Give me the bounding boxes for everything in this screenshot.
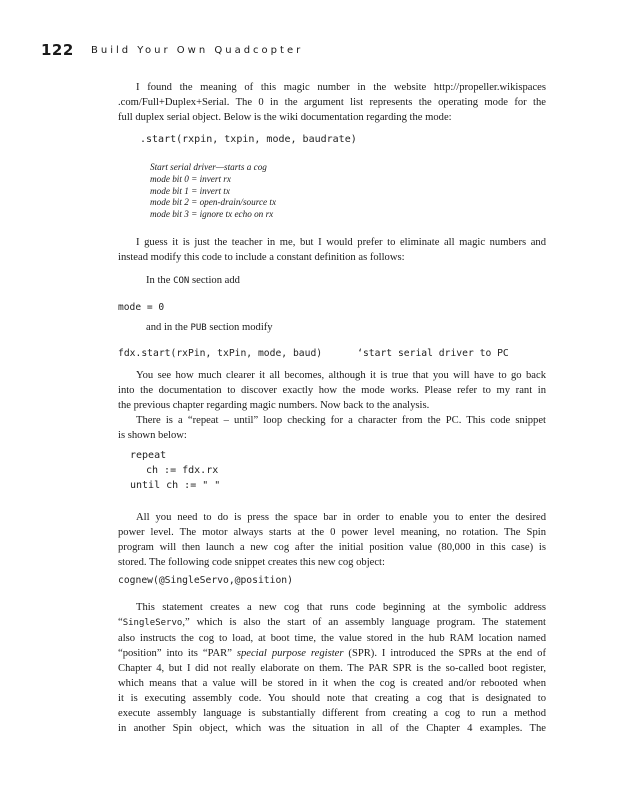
- text-line: This statement creates a new cog that runs code beginning at the symbolic address: [136, 602, 546, 613]
- text-line: .com/Full+Duplex+Serial. The 0 in the argument list represents the operating mode for the: [118, 97, 546, 108]
- text-line: You see how much clearer it all becomes, although it is true that you will have to go back: [136, 370, 546, 381]
- code-start-signature: .start(rxpin, txpin, mode, baudrate): [140, 134, 357, 145]
- code-cognew: cognew(@SingleServo,@position): [118, 575, 293, 586]
- instruction-con-section: [146, 275, 240, 286]
- code-mode-constant: mode = 0: [118, 302, 165, 313]
- code-until: until ch := " ": [130, 480, 221, 491]
- paragraph-teacher: [118, 235, 546, 265]
- text-line: instead modify this code to include a constant definition as follows:: [118, 252, 405, 263]
- text-line: which means that a value will be stored in it when the cog is created and/or rebooted when: [118, 678, 546, 689]
- text-line: [118, 646, 546, 661]
- text-line: [118, 615, 546, 631]
- doc-note-line: mode bit 0 = invert rx: [150, 173, 231, 184]
- instruction-text: and in the: [146, 322, 191, 333]
- doc-note-line: mode bit 1 = invert tx: [150, 185, 230, 196]
- page-number: 122: [41, 41, 74, 59]
- doc-note-line: mode bit 2 = open-drain/source tx: [150, 197, 277, 208]
- paragraph-cog-statement: [118, 600, 546, 736]
- inline-code-con: CON: [173, 276, 190, 286]
- running-head-title: Build Your Own Quadcopter: [91, 45, 304, 56]
- instruction-text: In the: [146, 275, 174, 286]
- text-fragment: ,” which is also the start of an assembly language program. The statement: [182, 617, 546, 628]
- instruction-text: section add: [189, 275, 240, 286]
- text-line: execute assembly language is substantially different from creating a cog to run a method: [118, 708, 546, 719]
- code-ch-rx: ch := fdx.rx: [146, 465, 219, 476]
- instruction-pub-section: [146, 322, 273, 333]
- code-repeat: repeat: [130, 450, 167, 461]
- doc-note-line: mode bit 3 = ignore tx echo on rx: [150, 209, 274, 220]
- text-fragment: (SPR). I introduced the SPRs at the end of: [343, 648, 546, 659]
- instruction-text: section modify: [206, 322, 273, 333]
- text-fragment: “position” into its “PAR”: [118, 648, 237, 659]
- code-fdx-start: fdx.start(rxPin, txPin, mode, baud) ‘start serial driver to PC: [118, 348, 509, 359]
- paragraph-repeat-loop: [118, 413, 546, 443]
- text-line: power level. The motor always starts at the 0 power level meaning, no rotation. The Spin: [118, 527, 546, 538]
- doc-note-line: Start serial driver—starts a cog: [150, 162, 267, 172]
- text-line: full duplex serial object. Below is the wiki documentation regarding the mode:: [118, 112, 452, 123]
- text-line: There is a “repeat – until” loop checking for a character from the PC. This code snippet: [136, 415, 546, 426]
- text-line: also instructs the cog to load, at boot time, the value stored in the hub RAM location named: [118, 633, 546, 644]
- text-fragment: “: [118, 617, 123, 628]
- text-line: it is executing assembly code. You should note that creating a cog that is designated to: [118, 693, 546, 704]
- text-line: the previous chapter regarding magic numbers. Now back to the analysis.: [118, 400, 430, 411]
- text-line: I guess it is just the teacher in me, but I would prefer to eliminate all magic numbers and: [136, 237, 546, 248]
- paragraph-magic-number: [118, 80, 546, 125]
- text-line: Chapter 4, but I did not really elaborate on them. The PAR SPR is the so-called boot register,: [118, 663, 546, 674]
- text-line: into the documentation to discover exactly how the mode works. Please refer to my rant in: [118, 385, 546, 396]
- paragraph-clearer: [118, 368, 546, 413]
- paragraph-space-bar: [118, 510, 546, 570]
- text-line: program will then launch a new cog after the initial position value (80,000 in this case) is: [118, 542, 546, 553]
- wiki-mode-documentation: [150, 162, 276, 221]
- inline-code-singleservo: SingleServo: [122, 618, 183, 628]
- text-line: All you need to do is press the space bar in order to enable you to enter the desired: [136, 512, 546, 523]
- text-line: is shown below:: [118, 430, 187, 441]
- inline-code-pub: PUB: [190, 323, 207, 333]
- text-line: I found the meaning of this magic number in the website http://propeller.wikispaces: [136, 82, 546, 93]
- emphasis-special-purpose-register: special purpose register: [236, 648, 344, 659]
- text-line: in another Spin object, which was the situation in all of the Chapter 4 examples. The: [118, 723, 546, 734]
- text-line: stored. The following code snippet creates this new cog object:: [118, 557, 385, 568]
